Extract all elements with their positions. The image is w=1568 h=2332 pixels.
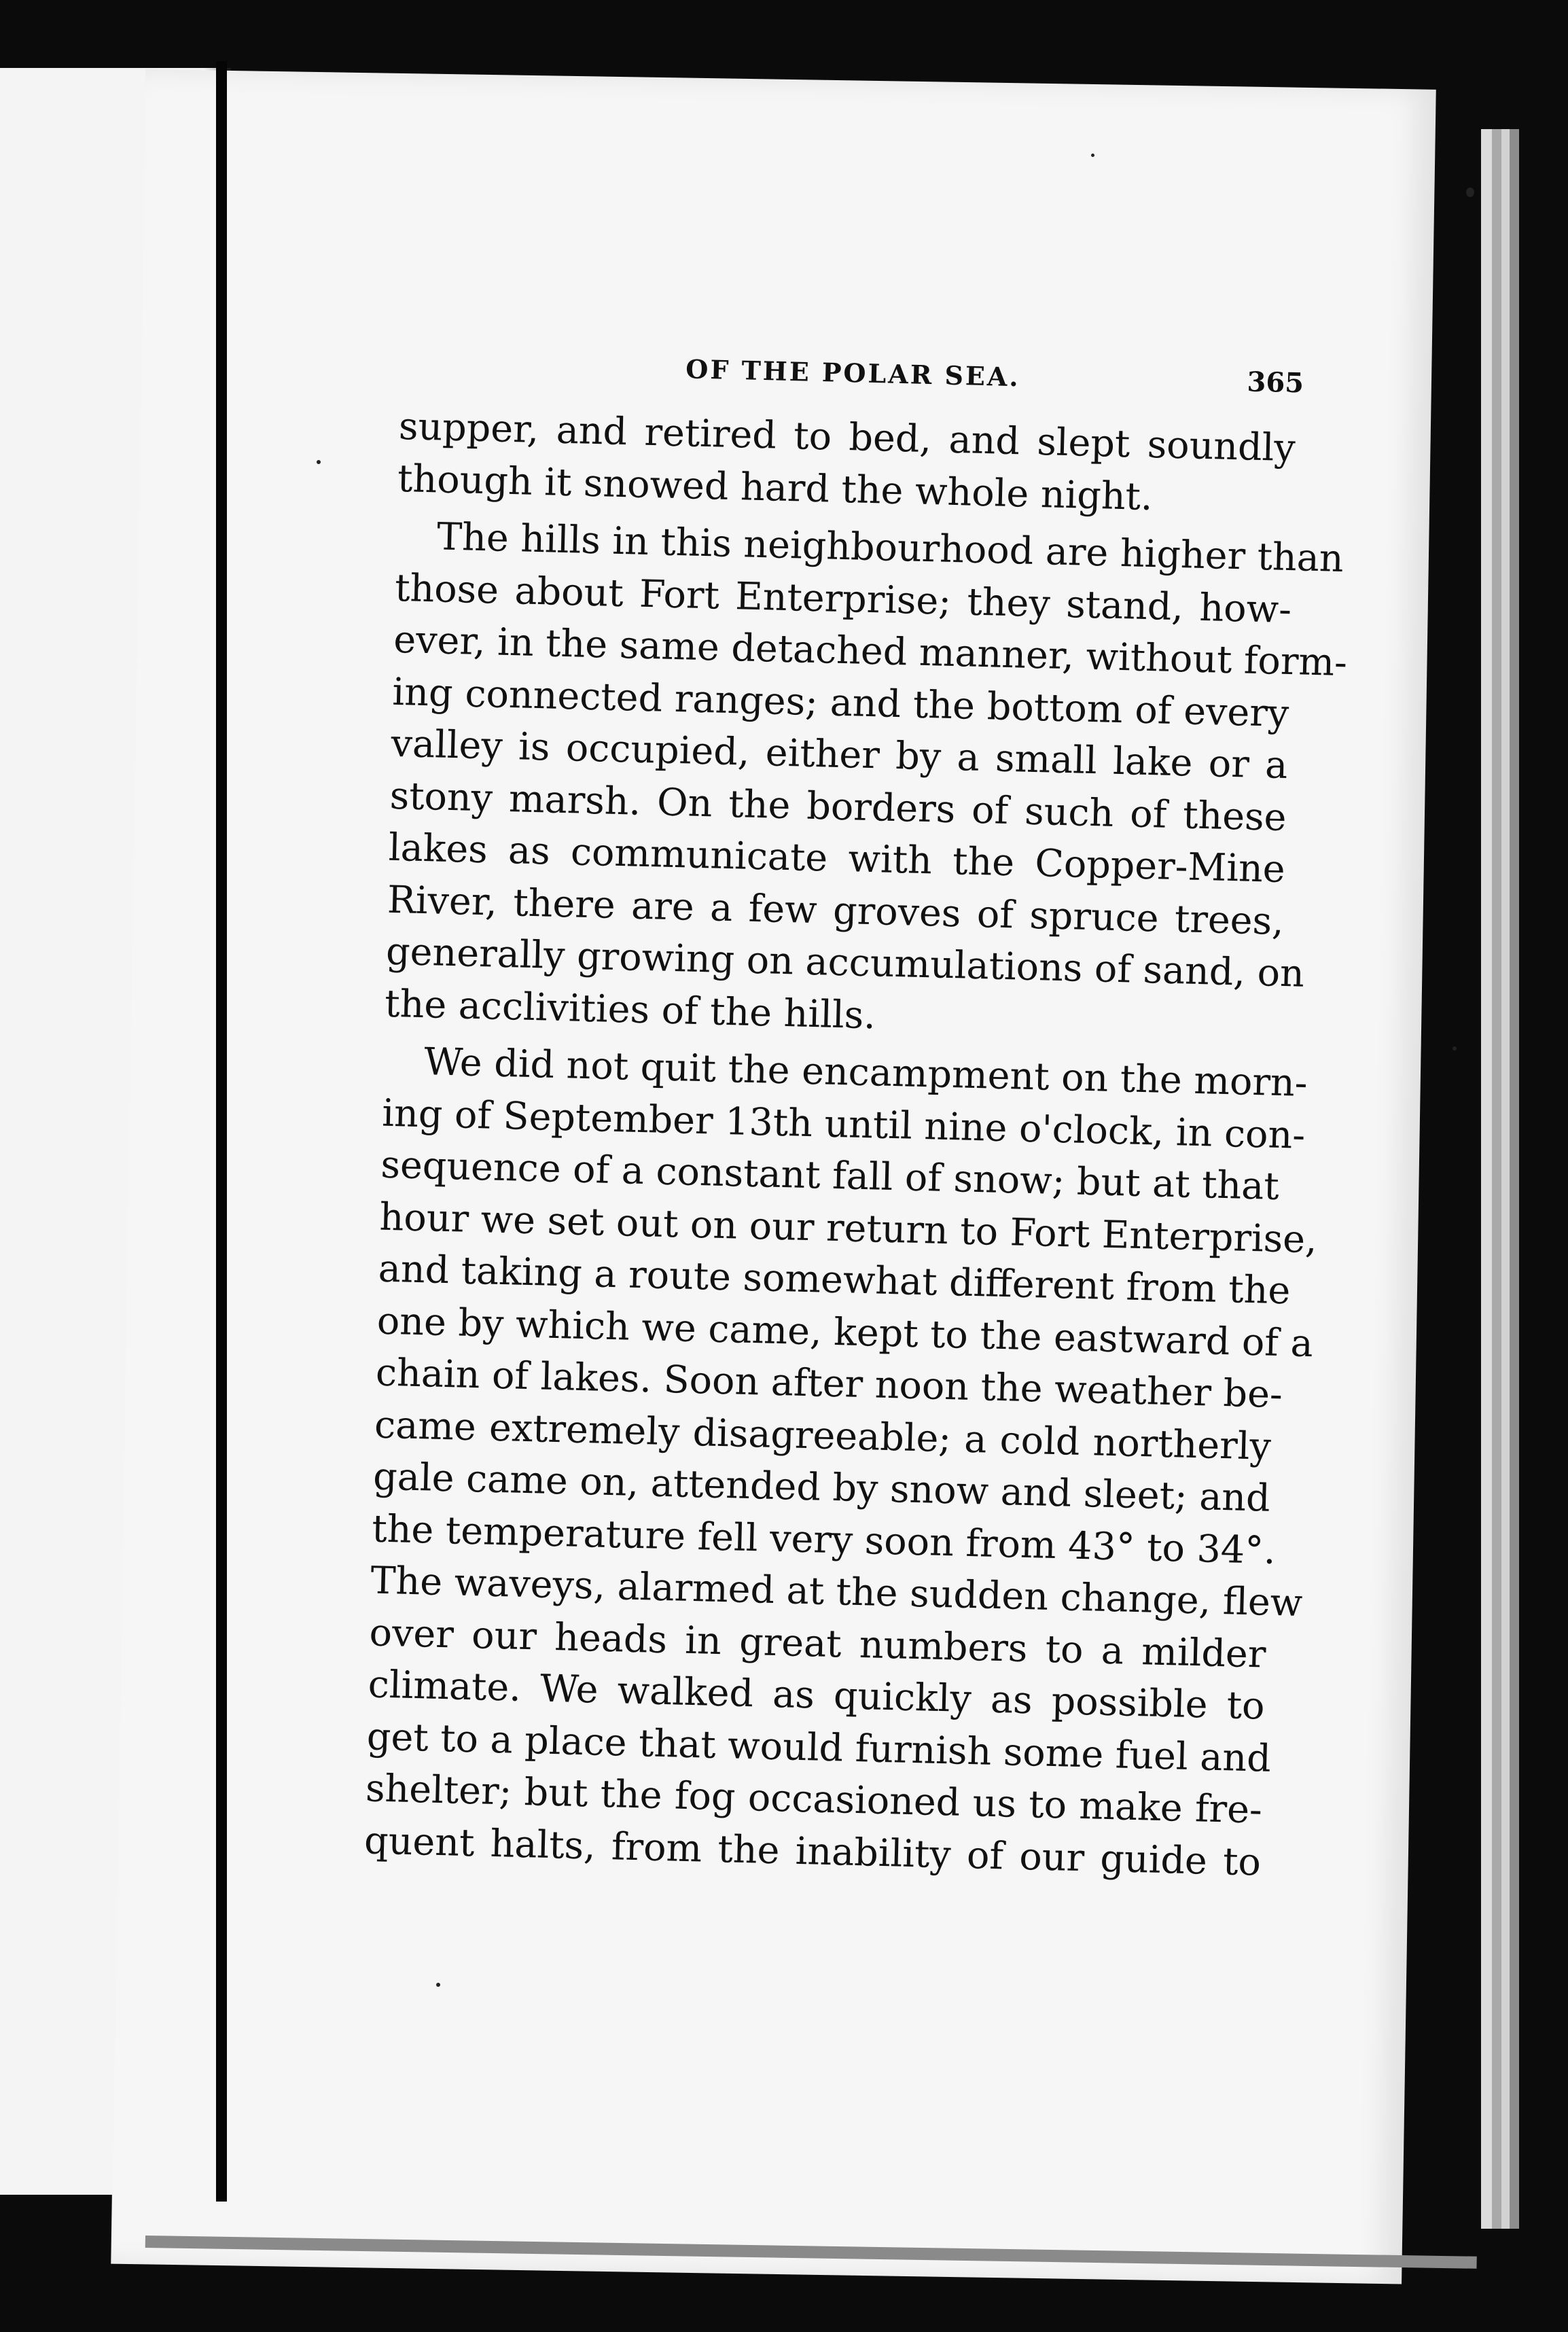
text-line: lakes as communicate with the Copper-Mine [388,825,1286,892]
paragraph [363,1036,1318,1889]
text-line: generally growing on accumulations of sand, on [385,929,1305,996]
text-line: quent halts, from the inability of our guide to [363,1818,1262,1885]
text-line: supper, and retired to bed, and slept soundly [398,404,1296,471]
text-line: sequence of a constant fall of snow; but at that [380,1142,1280,1209]
text-line: The hills in this neighbourhood are higher than [436,514,1344,581]
text-line: ever, in the same detached manner, without form- [393,617,1348,686]
text-line: The waveys, alarmed at the sudden change, flew [370,1558,1304,1625]
text-line: River, there are a few groves of spruce trees, [387,877,1285,944]
text-line: ing of September 13th until nine o'clock, in con- [381,1091,1306,1158]
page-edge-strip [1510,129,1519,2229]
page-edge-strip [1492,129,1501,2229]
paragraph [397,401,1296,527]
text-line: stony marsh. On the borders of such of these [389,773,1287,840]
text-line: valley is occupied, either by a small lake or a [390,721,1289,788]
text-line: the acclivities of the hills. [384,981,876,1038]
text-line: the temperature fell very soon from 43° to 34°. [371,1506,1277,1573]
text-line: and taking a route somewhat different from the [378,1246,1291,1313]
page-edge-strip [1481,129,1492,2229]
text-line: hour we set out on our return to Fort Enterprise, [378,1195,1318,1262]
paragraph [384,510,1348,1052]
dust-speck [436,1983,440,1987]
text-line: gale came on, attended by snow and sleet; and [372,1454,1271,1521]
text-line: those about Fort Enterprise; they stand, how- [394,565,1292,632]
text-line: shelter; but the fog occasioned us to make fre- [365,1766,1263,1833]
text-line: came extremely disagreeable; a cold northerly [374,1402,1272,1469]
text-line: one by which we came, kept to the eastward of a [376,1298,1314,1366]
text-line: over our heads in great numbers to a milder [368,1610,1267,1677]
text-line: ing connected ranges; and the bottom of every [391,669,1289,736]
page-edge-strip [1501,129,1510,2229]
text-line: chain of lakes. Soon after noon the weather be- [375,1350,1283,1417]
page-text-block [363,347,1348,1889]
text-line: climate. We walked as quickly as possible to [368,1662,1266,1729]
text-line: We did not quit the encampment on the morn- [423,1040,1308,1106]
dust-speck [1453,1046,1457,1050]
dust-speck [1091,154,1094,157]
text-line: get to a place that would furnish some fuel and [366,1714,1272,1781]
page-number: 365 [1247,366,1304,400]
dust-speck [1466,188,1474,197]
gutter-line [216,61,227,2202]
text-line: though it snowed hard the whole night. [397,456,1154,519]
running-head-title: OF THE POLAR SEA. [685,353,1021,393]
dust-speck [317,460,321,464]
